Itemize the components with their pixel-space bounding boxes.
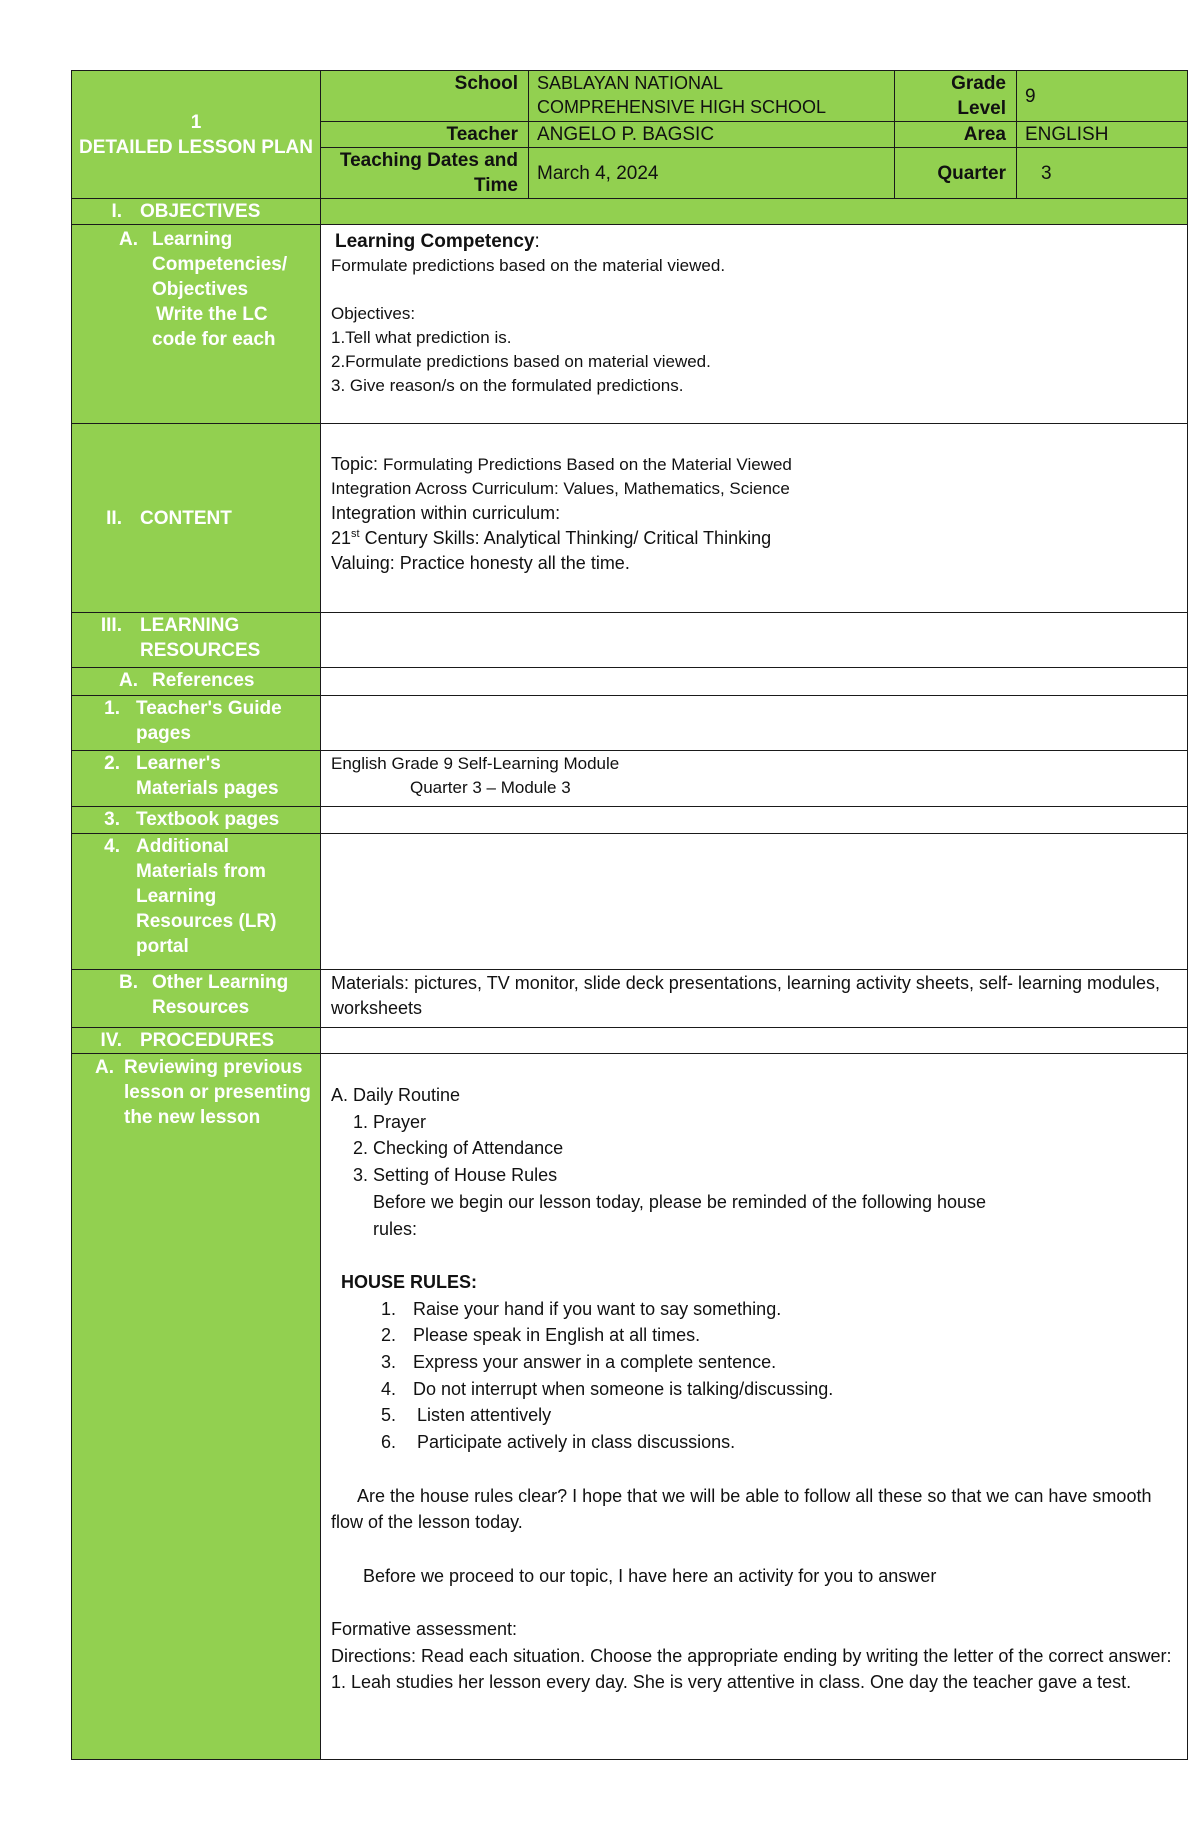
teachers-guide-value bbox=[321, 696, 1188, 751]
valuing: Valuing: Practice honesty all the time. bbox=[331, 553, 630, 573]
area-value: ENGLISH bbox=[1017, 122, 1188, 148]
house-rules-heading: HOUSE RULES: bbox=[341, 1271, 478, 1292]
learners-materials-label: 2. Learner's Materials pages bbox=[72, 751, 321, 807]
integration-across: Integration Across Curriculum: Values, Mathematics, Science bbox=[331, 479, 790, 498]
additional-materials-label: 4. Additional Materials from Learning Resources (LR) portal bbox=[72, 834, 321, 970]
reminder-text: Before we begin our lesson today, please be reminded of the following house bbox=[373, 1191, 987, 1212]
section-procedures: IV. PROCEDURES bbox=[72, 1028, 321, 1054]
additional-materials-value bbox=[321, 834, 1188, 970]
competency-text: Formulate predictions based on the material viewed. bbox=[331, 256, 726, 275]
textbook-pages-label: 3. Textbook pages bbox=[72, 807, 321, 834]
teacher-value: ANGELO P. BAGSIC bbox=[529, 122, 895, 148]
learning-competencies-label: A. Learning Competencies/ Objectives Write the LC code for each bbox=[72, 225, 321, 424]
objective-item: 2.Formulate predictions based on material viewed. bbox=[331, 352, 711, 371]
objectives-blank bbox=[321, 199, 1188, 225]
teacher-label: Teacher bbox=[321, 122, 529, 148]
references-label: A. References bbox=[72, 668, 321, 696]
lesson-plan-table bbox=[71, 70, 1188, 1760]
content-details bbox=[321, 424, 1188, 613]
textbook-pages-value bbox=[321, 807, 1188, 834]
teachers-guide-label: 1. Teacher's Guide pages bbox=[72, 696, 321, 751]
school-label: School bbox=[321, 71, 529, 122]
quarter-label: Quarter bbox=[895, 148, 1017, 199]
proceed-text: Before we proceed to our topic, I have here an activity for you to answer bbox=[363, 1565, 937, 1586]
house-rule: 3. Express your answer in a complete sentence. bbox=[401, 1349, 1179, 1376]
reviewing-lesson-label: A. Reviewing previous lesson or presenting the new lesson bbox=[72, 1054, 321, 1760]
lesson-plan-page bbox=[71, 70, 1187, 1760]
house-rule: 2. Please speak in English at all times. bbox=[401, 1322, 1179, 1349]
section-learning-resources: III. LEARNING RESOURCES bbox=[72, 613, 321, 668]
teaching-dates-value: March 4, 2024 bbox=[529, 148, 895, 199]
section-objectives: I. OBJECTIVES bbox=[72, 199, 321, 225]
quarter-value: 3 bbox=[1017, 148, 1188, 199]
plan-number: 1 bbox=[190, 111, 202, 133]
objective-item: 1.Tell what prediction is. bbox=[331, 328, 512, 347]
procedure-content: A. Daily Routine 1. Prayer 2. Checking of Attendance 3. Setting of House Rules Before we begin our lesson today, please be reminded of the following house rules: HOUSE RULES: 1. Raise your hand if you want to say something. 2. Please speak in English at all times. 3. Express your answer in a complete sentence. 4. Do not interrupt when someone is talking/discussing. 5. Listen attentively 6. Participate actively in class discussions. Are the house rules clear? I hope that we will be able to follow all these so that we can have smooth flow of the lesson today. Before we proceed to our topic, I have here an activity for you to answer Formative assessment: Directions: Read each situation. Choose the appropriate ending by writing the letter of the correct answer: 1. Leah studies her lesson every day. She is very attentive in class. One day the teacher gave a test. bbox=[321, 1054, 1188, 1760]
competency-heading: Learning Competency bbox=[335, 231, 535, 252]
learners-materials-value: English Grade 9 Self-Learning Module Quarter 3 – Module 3 bbox=[321, 751, 1188, 807]
routine-item: 1. Prayer bbox=[373, 1109, 1179, 1136]
house-rule: 5. Listen attentively bbox=[401, 1402, 1179, 1429]
objectives-heading: Objectives: bbox=[331, 304, 416, 323]
procedures-blank bbox=[321, 1028, 1188, 1054]
school-value: SABLAYAN NATIONAL COMPREHENSIVE HIGH SCHOOL bbox=[529, 71, 895, 122]
grade-level-value: 9 bbox=[1017, 71, 1188, 122]
house-rule: 1. Raise your hand if you want to say something. bbox=[401, 1296, 1179, 1323]
integration-within: Integration within curriculum: bbox=[331, 503, 561, 523]
situation-item: 1. Leah studies her lesson every day. She is very attentive in class. One day the teacher gave a test. bbox=[331, 1672, 1132, 1693]
topic-value: Formulating Predictions Based on the Material Viewed bbox=[383, 455, 792, 474]
other-resources-value: Materials: pictures, TV monitor, slide deck presentations, learning activity sheets, self- learning modules, worksheets bbox=[321, 970, 1188, 1028]
learning-competency-content: Learning Competency: Formulate predictions based on the material viewed. Objectives: 1.Tell what prediction is. 2.Formulate predictions based on material viewed. 3. Give reason/s on the formulated predictions. bbox=[321, 225, 1188, 424]
directions-text: Directions: Read each situation. Choose the appropriate ending by writing the letter of the correct answer: bbox=[331, 1645, 1172, 1666]
house-rule: 6. Participate actively in class discussions. bbox=[401, 1429, 1179, 1456]
house-rules-clear-text: Are the house rules clear? I hope that we will be able to follow all these so that we can have smooth flow of the lesson today. bbox=[331, 1485, 1152, 1533]
grade-level-label: Grade Level bbox=[895, 71, 1017, 122]
formative-heading: Formative assessment: bbox=[331, 1619, 518, 1640]
daily-routine-list bbox=[331, 1109, 1179, 1189]
house-rules-list bbox=[331, 1296, 1179, 1456]
plan-title: DETAILED LESSON PLAN bbox=[79, 136, 313, 158]
other-resources-label: B. Other Learning Resources bbox=[72, 970, 321, 1028]
century-skills: 21st Century Skills: Analytical Thinking/ Critical Thinking bbox=[331, 528, 772, 548]
objective-item: 3. Give reason/s on the formulated predictions. bbox=[331, 376, 684, 395]
learning-resources-blank bbox=[321, 613, 1188, 668]
references-blank bbox=[321, 668, 1188, 696]
routine-item: 3. Setting of House Rules bbox=[373, 1162, 1179, 1189]
plan-title-cell bbox=[72, 71, 321, 199]
daily-routine-heading: A. Daily Routine bbox=[331, 1085, 461, 1105]
house-rule: 4. Do not interrupt when someone is talking/discussing. bbox=[401, 1376, 1179, 1403]
teaching-dates-label: Teaching Dates and Time bbox=[321, 148, 529, 199]
topic-label: Topic: bbox=[331, 454, 384, 474]
area-label: Area bbox=[895, 122, 1017, 148]
section-content: II. CONTENT bbox=[72, 424, 321, 613]
routine-item: 2. Checking of Attendance bbox=[373, 1135, 1179, 1162]
